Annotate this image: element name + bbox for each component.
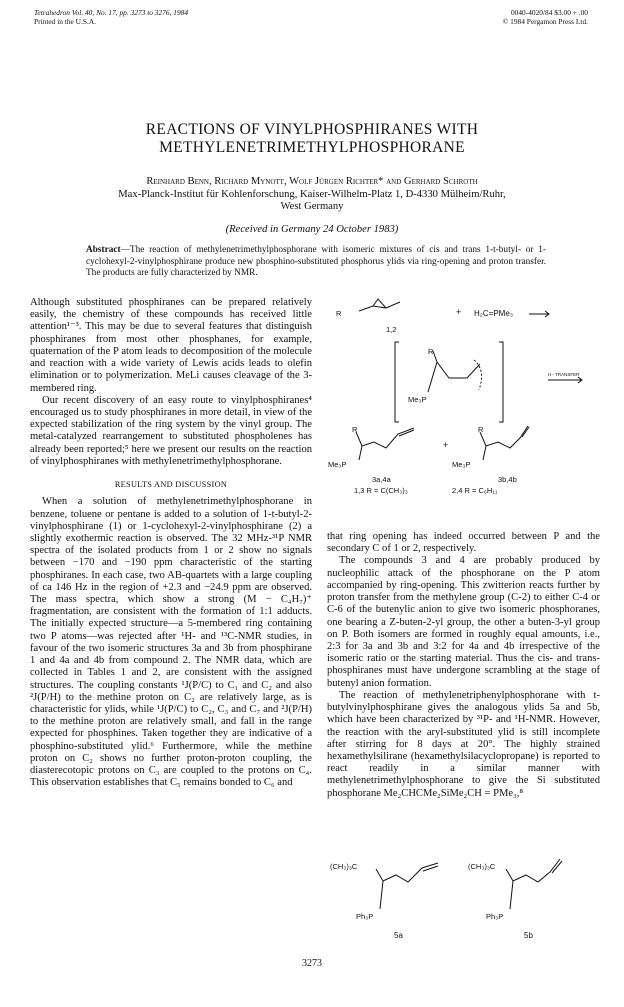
results-paragraph-4-text: The reaction of methylenetriphenylphosphorane with t-butylvinylphosphirane gives the analogous ylids 5a and 5b, which have been characterized by ³¹P- and ¹H-NMR. However, the reaction with the aryl-substituted ylid is still incomplete after stirring for 8 days at 20°. The highly strained hexamethylsilirane (hexamethylsilacyclopropane) is reported to react readily in a similar manner with methylenetrimethylphosphorane to give the Si substituted phosphorane <box>327 689 600 799</box>
scheme-plus-2: + <box>443 440 449 450</box>
label-3a4a: 3a,4a <box>372 475 391 484</box>
label-5a: 5a <box>394 931 403 940</box>
title-line-1: REACTIONS OF VINYLPHOSPHIRANES WITH <box>145 121 479 138</box>
h-transfer-label: H - TRANSFER <box>548 372 580 377</box>
publisher-info <box>503 8 588 26</box>
product-a-r-label: R <box>352 425 358 434</box>
intro-paragraph-2: Our recent discovery of an easy route to vinylphosphiranes⁴ encouraged us to study phosphiranes in more detail, in view of the expected stabilization of the ring system by the vinyl group. The metal-catalyzed rearrangement to substituted phospholenes has already been reported;⁵ here we present our results on the reaction of vinylphosphiranes with methylenetrimethylphosphorane. <box>30 394 312 467</box>
title-line-2: METHYLENETRIMETHYLPHOSPHORANE <box>159 139 465 156</box>
scheme-plus-1: + <box>456 307 462 317</box>
substituent-4: 2,4 R = C₆H₁₁ <box>452 486 498 495</box>
results-paragraph-3: The compounds 3 and 4 are probably produced by nucleophilic attack of the phosphorane on the P atom accompanied by ring-opening. This zwitterion reacts further by proton transfer from the methylene group (C-2) to either C-4 or C-6 of the butenylic anion to give two isomeric phosphoranes, one bearing a Z-buten-2-yl group, the other a buten-3-yl group on P. Both isomers are formed in roughly equal amounts, i.e., 2:3 for 3a and 3b and 3:2 for 4a and 4b irrespective of the isomeric ratio or the starting material. Thus the cis- and trans-phosphiranes must have undergone scrambling at the stage of butenyl anion formation. <box>327 555 600 689</box>
product-a-me3p: Me₃P <box>328 460 347 469</box>
author-names: Reinhard Benn, Richard Mynott, Wolf Jürgen Richter* and Gerhard Schroth <box>146 176 478 187</box>
abstract <box>86 245 546 280</box>
left-column <box>30 297 312 790</box>
printed-line: Printed in the U.S.A. <box>34 17 96 26</box>
allyl-anion <box>474 360 482 390</box>
page-number: 3273 <box>302 958 322 969</box>
product-a-chain <box>356 428 414 448</box>
ylid-structures <box>320 845 600 951</box>
code-line: 0040-4020/84 $3.00 + .00 <box>510 8 588 17</box>
affiliation-line-1: Max-Planck-Institut für Kohlenforschung, Kaiser-Wilhelm-Platz 1, D-4330 Mülheim/Ruhr, <box>118 188 506 200</box>
tbu-label-5a: (CH₃)₃C <box>330 862 358 871</box>
product-b-chain <box>480 426 528 448</box>
zwitterion-chain <box>433 351 480 378</box>
bracket-right <box>499 342 503 422</box>
zwitterion-me3p: Me₃P <box>408 395 427 404</box>
reagent-label: H₂C=PMe₃ <box>474 309 514 318</box>
article-title <box>0 121 624 157</box>
product-b-r-label: R <box>478 425 484 434</box>
reaction-scheme <box>316 296 606 530</box>
right-column <box>327 531 600 800</box>
ylid-5b-chain <box>506 859 560 882</box>
section-heading: RESULTS AND DISCUSSION <box>114 480 228 490</box>
results-paragraph-4 <box>327 690 600 800</box>
ylid-5a-chain <box>376 863 438 882</box>
product-b-me3p: Me₃P <box>452 460 471 469</box>
received-date: (Received in Germany 24 October 1983) <box>225 224 399 235</box>
abstract-text: —The reaction of methylenetrimethylphosphorane with isomeric mixtures of cis and trans 1-t-butyl- or 1-cyclohexyl-2-vinylphosphirane produce new phosphino-substituted phosphorus ylids via ring-opening and proton transfer. The products are fully characterized by NMR. <box>86 245 546 278</box>
ph3p-label-5b: Ph₃P <box>486 912 504 921</box>
label-3b4b: 3b,4b <box>498 475 517 484</box>
journal-line: Tetrahedron Vol. 40, No. 17, pp. 3273 to 3276, 1984 <box>34 8 189 17</box>
intro-paragraph-1: Although substituted phosphiranes can be prepared relatively easily, the chemistry of these compounds has received little attention¹⁻³. This may be due to several features that distinguish phosphiranes from most other phosphanes, for example, quaternation of the P atom leads to decomposition of the molecule and reaction with a wide variety of Lewis acids leads to olefin elimination or to polymerization. MeLi causes cleavage of the 3-membered ring. <box>30 297 312 394</box>
bracket-left <box>395 342 399 422</box>
author-block <box>40 176 584 214</box>
substituent-3: 1,3 R = C(CH₃)₃ <box>354 486 408 495</box>
silyl-formula: Me₂CHCMe₂SiMe₂CH = PMe₃,⁸ <box>383 787 524 799</box>
vinyl-chain <box>359 302 400 311</box>
publisher-line: © 1984 Pergamon Press Ltd. <box>502 17 588 26</box>
results-paragraph-2: that ring opening has indeed occurred between P and the secondary C of 1 or 2, respectively. <box>327 531 600 555</box>
abstract-label: Abstract <box>86 245 121 255</box>
zwitterion-r-label: R <box>428 347 434 356</box>
label-5b: 5b <box>524 931 533 940</box>
affiliation-line-2: West Germany <box>280 201 344 212</box>
results-paragraph-1: When a solution of methylenetrimethylphosphorane in benzene, toluene or pentane is added to a solution of 1-t-butyl-2-vinylphosphirane (1) or 1-cyclohexyl-2-vinylphosphirane (2) a slightly exothermic reaction is observed. The 32 MHz-³¹P NMR spectra of the isolated products from 1 or 2 show no signals between −170 and −190 ppm characteristic of the starting phosphiranes. In each case, two AB-quartets with a large coupling of ca 146 Hz in the region of +2.3 and −24.9 ppm are observed. The mass spectra, which show a strong (M − C₄H₇)⁺ fragmentation, are consistent with the formation of 1:1 adducts. The initially expected structure—a 5-membered ring containing two P atoms—was rejected after ¹H- and ¹³C-NMR studies, in favour of the two isomeric structures 3a and 3b from phosphirane 1 and 4a and 4b from compound 2. The NMR data, which are collected in Tables 1 and 2, are consistent with the assigned structures. The coupling constants ¹J(P/C) to C₁ and C₂ and also ²J(P/H) to the methine proton on C₂ are relatively large, as is characteristic for ylids, while ¹J(P/C) to C₂, C₃ and C₇ and ²J(P/H) to the methine proton are relatively small, and fall in the range expected for phosphines. Taken together they are indicative of a phosphino-substituted ylid.⁶ Furthermore, while the methine proton on C₂ shows no further proton-proton coupling, the diasterecotopic protons on C₃ are coupled to the protons on C₄. This observation establishes that C₅ remains bonded to C₆ and <box>30 496 312 789</box>
compound-12-label: 1,2 <box>386 325 397 334</box>
scheme-r-label: R <box>336 309 342 318</box>
journal-citation <box>34 8 188 26</box>
tbu-label-5b: (CH₃)₃C <box>468 862 496 871</box>
ph3p-label-5a: Ph₃P <box>356 912 374 921</box>
